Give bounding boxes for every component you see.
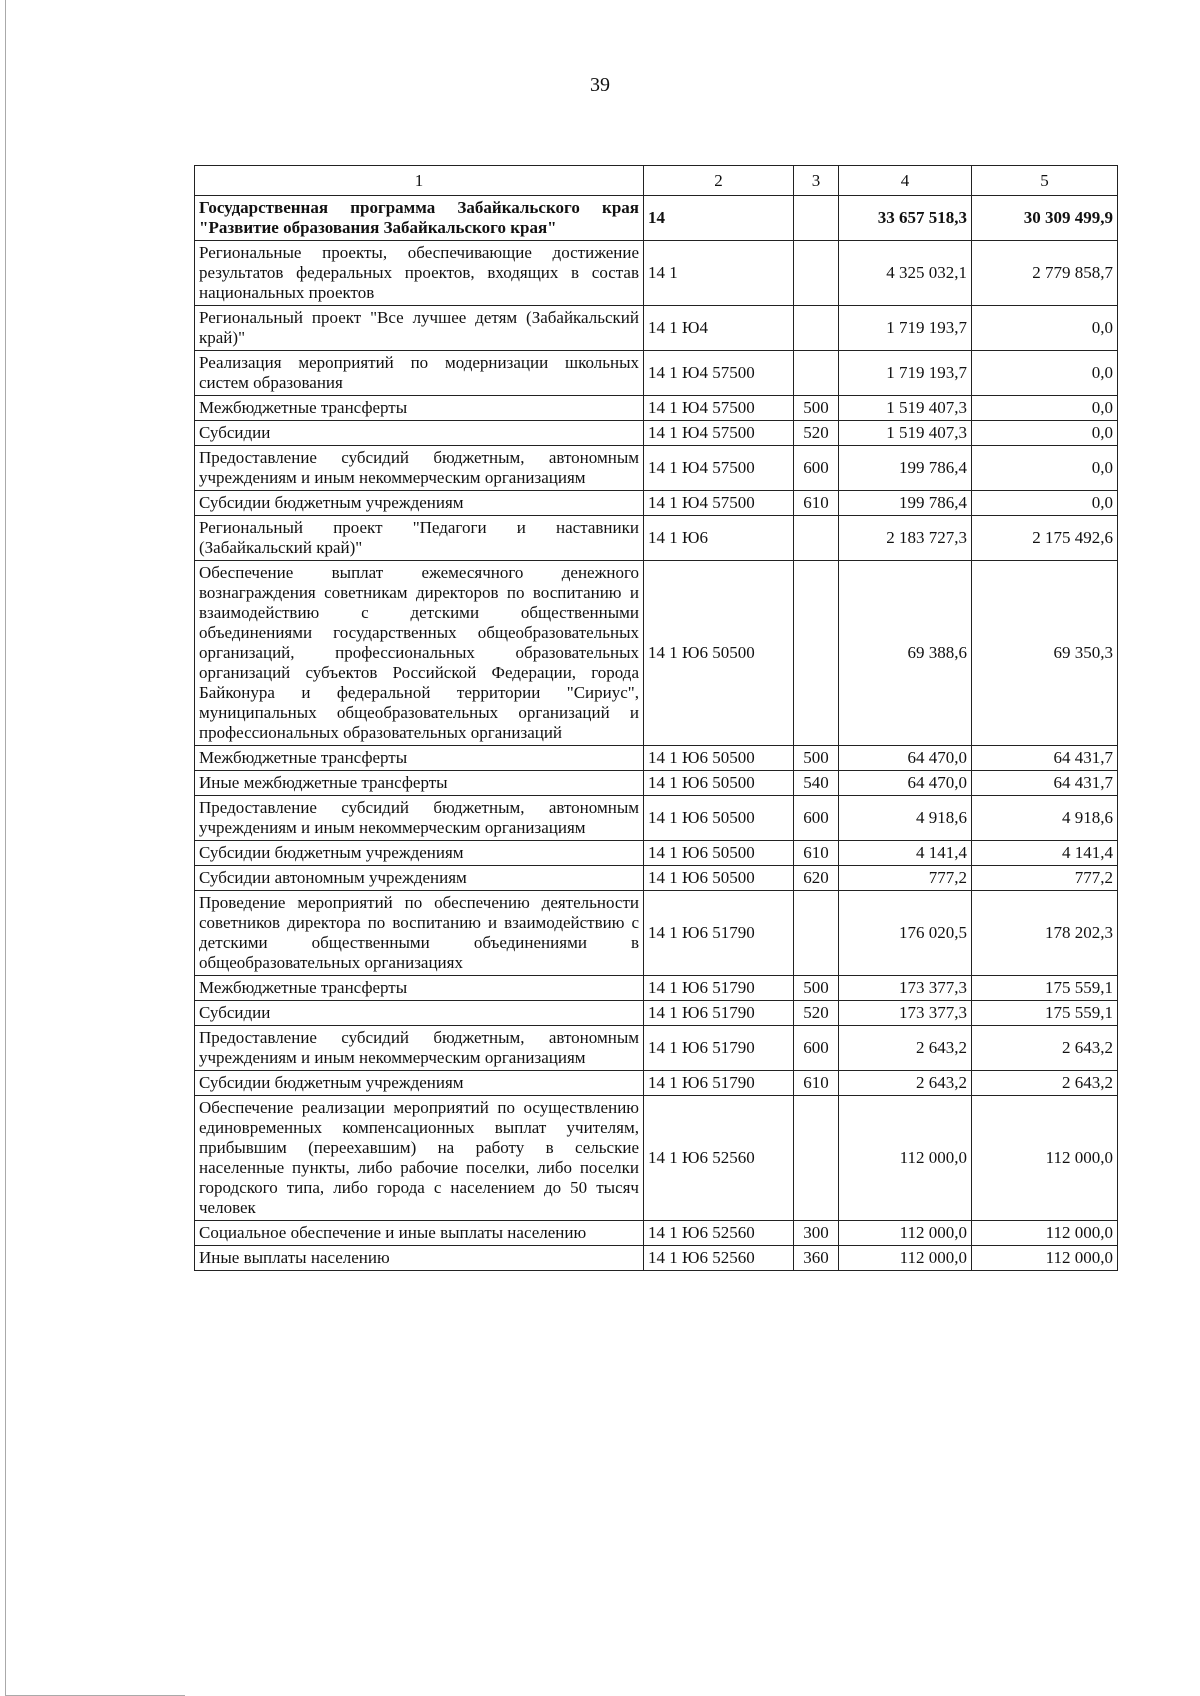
item-name-cell: Региональный проект "Педагоги и наставники (Забайкальский край)": [195, 516, 644, 561]
item-name-cell: Региональные проекты, обеспечивающие достижение результатов федеральных проектов, входящих в состав национальных проектов: [195, 241, 644, 306]
amount-col4-cell: 1 519 407,3: [839, 396, 972, 421]
target-code-cell: 14 1 Ю4 57500: [644, 491, 794, 516]
expense-type-cell: [794, 241, 839, 306]
target-code-cell: 14 1 Ю6 50500: [644, 841, 794, 866]
target-code-cell: 14 1 Ю6 51790: [644, 891, 794, 976]
expense-type-cell: [794, 306, 839, 351]
amount-col5-cell: 2 643,2: [972, 1026, 1118, 1071]
target-code-cell: 14 1 Ю4 57500: [644, 446, 794, 491]
item-name-cell: Государственная программа Забайкальского края "Развитие образования Забайкальского края": [195, 196, 644, 241]
amount-col5-cell: 2 175 492,6: [972, 516, 1118, 561]
expense-type-cell: [794, 561, 839, 746]
amount-col4-cell: 112 000,0: [839, 1221, 972, 1246]
amount-col4-cell: 2 643,2: [839, 1026, 972, 1071]
table-row: [195, 1246, 1118, 1271]
table-row: [195, 516, 1118, 561]
expense-type-cell: 500: [794, 976, 839, 1001]
target-code-cell: 14 1 Ю6: [644, 516, 794, 561]
item-name-cell: Обеспечение реализации мероприятий по осуществлению единовременных компенсационных выплат учителям, прибывшим (переехавшим) на работу в сельские населенные пункты, либо рабочие поселки, либо поселки городского типа, либо города с населением до 50 тысяч человек: [195, 1096, 644, 1221]
table-row: [195, 1221, 1118, 1246]
amount-col4-cell: 2 643,2: [839, 1071, 972, 1096]
amount-col4-cell: 2 183 727,3: [839, 516, 972, 561]
target-code-cell: 14 1 Ю6 50500: [644, 561, 794, 746]
amount-col5-cell: 112 000,0: [972, 1246, 1118, 1271]
amount-col4-cell: 69 388,6: [839, 561, 972, 746]
table-row: [195, 351, 1118, 396]
table-row: [195, 1071, 1118, 1096]
amount-col5-cell: 0,0: [972, 491, 1118, 516]
scan-margin-line: [5, 0, 6, 1696]
amount-col4-cell: 199 786,4: [839, 491, 972, 516]
item-name-cell: Субсидии: [195, 421, 644, 446]
amount-col4-cell: 112 000,0: [839, 1096, 972, 1221]
target-code-cell: 14 1 Ю4 57500: [644, 421, 794, 446]
expense-type-cell: 600: [794, 446, 839, 491]
target-code-cell: 14 1: [644, 241, 794, 306]
amount-col5-cell: 0,0: [972, 351, 1118, 396]
table-row: [195, 396, 1118, 421]
table-row: [195, 421, 1118, 446]
target-code-cell: 14 1 Ю6 51790: [644, 1001, 794, 1026]
amount-col4-cell: 1 719 193,7: [839, 306, 972, 351]
item-name-cell: Межбюджетные трансферты: [195, 396, 644, 421]
amount-col5-cell: 175 559,1: [972, 976, 1118, 1001]
expense-type-cell: [794, 1096, 839, 1221]
table-row: [195, 866, 1118, 891]
amount-col4-cell: 1 719 193,7: [839, 351, 972, 396]
amount-col4-cell: 777,2: [839, 866, 972, 891]
amount-col4-cell: 64 470,0: [839, 746, 972, 771]
amount-col4-cell: 64 470,0: [839, 771, 972, 796]
table-row: [195, 306, 1118, 351]
page-number: 39: [590, 74, 610, 96]
amount-col5-cell: 64 431,7: [972, 746, 1118, 771]
expense-type-cell: 610: [794, 841, 839, 866]
amount-col4-cell: 173 377,3: [839, 976, 972, 1001]
amount-col4-cell: 199 786,4: [839, 446, 972, 491]
item-name-cell: Предоставление субсидий бюджетным, автономным учреждениям и иным некоммерческим организациям: [195, 1026, 644, 1071]
amount-col5-cell: 4 918,6: [972, 796, 1118, 841]
table-row: [195, 891, 1118, 976]
table-row: [195, 976, 1118, 1001]
item-name-cell: Социальное обеспечение и иные выплаты населению: [195, 1221, 644, 1246]
amount-col5-cell: 112 000,0: [972, 1096, 1118, 1221]
expense-type-cell: 500: [794, 746, 839, 771]
item-name-cell: Предоставление субсидий бюджетным, автономным учреждениям и иным некоммерческим организациям: [195, 446, 644, 491]
item-name-cell: Предоставление субсидий бюджетным, автономным учреждениям и иным некоммерческим организациям: [195, 796, 644, 841]
amount-col4-cell: 4 325 032,1: [839, 241, 972, 306]
header-cell-4: 4: [839, 166, 972, 196]
table-row: [195, 1026, 1118, 1071]
target-code-cell: 14 1 Ю6 50500: [644, 746, 794, 771]
expense-type-cell: 520: [794, 1001, 839, 1026]
item-name-cell: Региональный проект "Все лучшее детям (Забайкальский край)": [195, 306, 644, 351]
target-code-cell: 14 1 Ю6 50500: [644, 866, 794, 891]
target-code-cell: 14 1 Ю4 57500: [644, 351, 794, 396]
amount-col5-cell: 175 559,1: [972, 1001, 1118, 1026]
expense-type-cell: [794, 516, 839, 561]
table-row: [195, 1096, 1118, 1221]
expense-type-cell: 520: [794, 421, 839, 446]
target-code-cell: 14 1 Ю6 52560: [644, 1246, 794, 1271]
amount-col4-cell: 173 377,3: [839, 1001, 972, 1026]
target-code-cell: 14 1 Ю6 50500: [644, 796, 794, 841]
table-row: [195, 841, 1118, 866]
amount-col4-cell: 112 000,0: [839, 1246, 972, 1271]
target-code-cell: 14 1 Ю6 51790: [644, 976, 794, 1001]
table-body: [195, 166, 1118, 1271]
item-name-cell: Субсидии бюджетным учреждениям: [195, 1071, 644, 1096]
amount-col5-cell: 2 779 858,7: [972, 241, 1118, 306]
amount-col5-cell: 4 141,4: [972, 841, 1118, 866]
amount-col5-cell: 30 309 499,9: [972, 196, 1118, 241]
header-cell-5: 5: [972, 166, 1118, 196]
amount-col4-cell: 4 918,6: [839, 796, 972, 841]
expense-type-cell: 300: [794, 1221, 839, 1246]
item-name-cell: Иные выплаты населению: [195, 1246, 644, 1271]
target-code-cell: 14 1 Ю6 52560: [644, 1221, 794, 1246]
item-name-cell: Субсидии бюджетным учреждениям: [195, 491, 644, 516]
target-code-cell: 14 1 Ю6 51790: [644, 1071, 794, 1096]
header-cell-3: 3: [794, 166, 839, 196]
target-code-cell: 14 1 Ю6 52560: [644, 1096, 794, 1221]
item-name-cell: Иные межбюджетные трансферты: [195, 771, 644, 796]
amount-col5-cell: 112 000,0: [972, 1221, 1118, 1246]
amount-col5-cell: 0,0: [972, 421, 1118, 446]
amount-col5-cell: 0,0: [972, 396, 1118, 421]
expense-type-cell: 620: [794, 866, 839, 891]
amount-col5-cell: 0,0: [972, 446, 1118, 491]
table-row: [195, 1001, 1118, 1026]
amount-col5-cell: 178 202,3: [972, 891, 1118, 976]
amount-col4-cell: 33 657 518,3: [839, 196, 972, 241]
header-cell-2: 2: [644, 166, 794, 196]
header-row: [195, 166, 1118, 196]
expense-type-cell: [794, 196, 839, 241]
table-row: [195, 771, 1118, 796]
amount-col5-cell: 2 643,2: [972, 1071, 1118, 1096]
expense-type-cell: [794, 891, 839, 976]
expense-type-cell: [794, 351, 839, 396]
item-name-cell: Реализация мероприятий по модернизации школьных систем образования: [195, 351, 644, 396]
expense-type-cell: 600: [794, 1026, 839, 1071]
item-name-cell: Межбюджетные трансферты: [195, 746, 644, 771]
expense-type-cell: 360: [794, 1246, 839, 1271]
target-code-cell: 14 1 Ю4: [644, 306, 794, 351]
amount-col5-cell: 64 431,7: [972, 771, 1118, 796]
item-name-cell: Субсидии бюджетным учреждениям: [195, 841, 644, 866]
item-name-cell: Обеспечение выплат ежемесячного денежного вознаграждения советникам директоров по воспитанию и взаимодействию с детскими общественными объединениями государственных общеобразовательных организаций, профессиональных образовательных организаций субъектов Российской Федерации, города Байконура и федеральной территории "Сириус", муниципальных общеобразовательных организаций и профессиональных образовательных организаций: [195, 561, 644, 746]
amount-col4-cell: 4 141,4: [839, 841, 972, 866]
expense-type-cell: 500: [794, 396, 839, 421]
item-name-cell: Проведение мероприятий по обеспечению деятельности советников директора по воспитанию и взаимодействию с детскими общественными объединениями в общеобразовательных организациях: [195, 891, 644, 976]
table-row: [195, 446, 1118, 491]
amount-col4-cell: 176 020,5: [839, 891, 972, 976]
target-code-cell: 14 1 Ю6 51790: [644, 1026, 794, 1071]
table-row: [195, 491, 1118, 516]
table-row: [195, 561, 1118, 746]
amount-col5-cell: 0,0: [972, 306, 1118, 351]
table-row: [195, 796, 1118, 841]
table-row: [195, 241, 1118, 306]
header-cell-1: 1: [195, 166, 644, 196]
target-code-cell: 14: [644, 196, 794, 241]
expense-type-cell: 540: [794, 771, 839, 796]
target-code-cell: 14 1 Ю6 50500: [644, 771, 794, 796]
item-name-cell: Субсидии: [195, 1001, 644, 1026]
amount-col4-cell: 1 519 407,3: [839, 421, 972, 446]
target-code-cell: 14 1 Ю4 57500: [644, 396, 794, 421]
table-row: [195, 746, 1118, 771]
budget-table: [194, 165, 1118, 1271]
item-name-cell: Межбюджетные трансферты: [195, 976, 644, 1001]
expense-type-cell: 600: [794, 796, 839, 841]
expense-type-cell: 610: [794, 1071, 839, 1096]
amount-col5-cell: 777,2: [972, 866, 1118, 891]
item-name-cell: Субсидии автономным учреждениям: [195, 866, 644, 891]
amount-col5-cell: 69 350,3: [972, 561, 1118, 746]
expense-type-cell: 610: [794, 491, 839, 516]
table-row: [195, 196, 1118, 241]
